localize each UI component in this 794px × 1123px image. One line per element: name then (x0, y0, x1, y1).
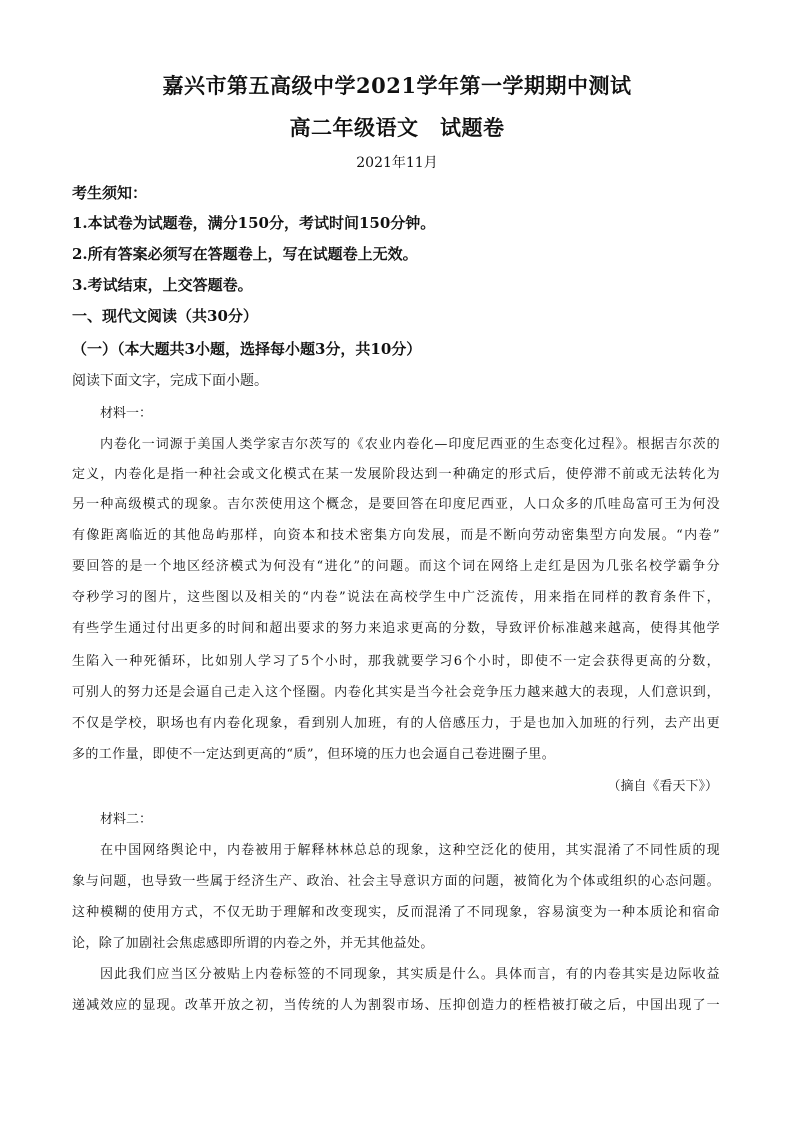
text-line: 因此我们应当区分被贴上内卷标签的不同现象，其实质是什么。具体而言，有的内卷其实是边际收益 (100, 967, 720, 982)
text-line: 定义，内卷化是指一种社会或文化模式在某一发展阶段达到一种确定的形式后，使停滞不前或无法转化为 (72, 467, 720, 482)
text-line: 有些学生通过付出更多的时间和超出要求的努力来追求更高的分数，导致评价标准越来越高，使得其他学 (72, 621, 720, 636)
text-line: 夺秒学习的图片，这些图以及相关的“内卷”说法在高校学生中广泛流传，用来指在同样的教育条件下， (72, 590, 720, 605)
text-line: 有像距离临近的其他岛屿那样，向资本和技术密集方向发展，而是不断向劳动密集型方向发展。“内卷” (72, 528, 720, 543)
material-label: 材料一： (100, 406, 153, 421)
text-line: 论，除了加剧社会焦虑感即所谓的内卷之外，并无其他益处。 (72, 936, 434, 951)
material-label: 材料二： (100, 812, 153, 827)
source-citation: （摘自《看天下》） (607, 779, 718, 794)
exam-date: 2021年11月 (356, 155, 438, 171)
exam-subtitle: 高二年级语文 试题卷 (289, 115, 505, 140)
notice-item: 2.所有答案必须写在答题卷上，写在试题卷上无效。 (72, 245, 418, 263)
section-title: 一、现代文阅读（共30分） (72, 307, 258, 325)
text-line: 另一种高级模式的现象。吉尔茨使用这个概念，是要回答在印度尼西亚，人口众多的爪哇岛富可王为何没 (72, 497, 720, 512)
section-subtitle: （一）（本大题共3小题，选择每小题3分，共10分） (72, 340, 422, 358)
exam-title: 嘉兴市第五高级中学2021学年第一学期期中测试 (162, 73, 632, 98)
text-line: 在中国网络舆论中，内卷被用于解释林林总总的现象，这种空泛化的使用，其实混淆了不同性质的现 (100, 843, 720, 858)
reading-instruction: 阅读下面文字，完成下面小题。 (72, 373, 268, 389)
text-line: 生陷入一种死循环，比如别人学习了5个小时，那我就要学习6个小时，即使不一定会获得更高的分数， (72, 654, 720, 669)
text-line: 这种模糊的使用方式，不仅无助于理解和改变现实，反而混淆了不同现象，容易演变为一种本质论和宿命 (72, 905, 720, 920)
text-line: 不仅是学校，职场也有内卷化现象，看到别人加班，有的人倍感压力，于是也加入加班的行列，去产出更 (72, 716, 720, 731)
notice-item: 3.考试结束，上交答题卷。 (72, 276, 253, 294)
text-line: 可别人的努力还是会逼自己走入这个怪圈。内卷化其实是当今社会竞争压力越来越大的表现，人们意识到， (72, 685, 720, 700)
text-line: 递减效应的显现。改革开放之初，当传统的人为割裂市场、压抑创造力的桎梏被打破之后，中国出现了一 (72, 998, 720, 1013)
text-line: 内卷化一词源于美国人类学家吉尔茨写的《农业内卷化—印度尼西亚的生态变化过程》。根据吉尔茨的 (100, 437, 720, 452)
text-line: 要回答的是一个地区经济模式为何没有“进化”的问题。而这个词在网络上走红是因为几张名校学霸争分 (72, 559, 720, 574)
notice-item: 1.本试卷为试题卷，满分150分，考试时间150分钟。 (72, 214, 436, 232)
text-line: 多的工作量，即使不一定达到更高的“质”，但环境的压力也会逼自己卷进圈子里。 (72, 747, 556, 762)
text-line: 象与问题，也导致一些属于经济生产、政治、社会主导意识方面的问题，被简化为个体或组织的心态问题。 (72, 874, 720, 889)
notice-heading: 考生须知： (72, 184, 148, 202)
